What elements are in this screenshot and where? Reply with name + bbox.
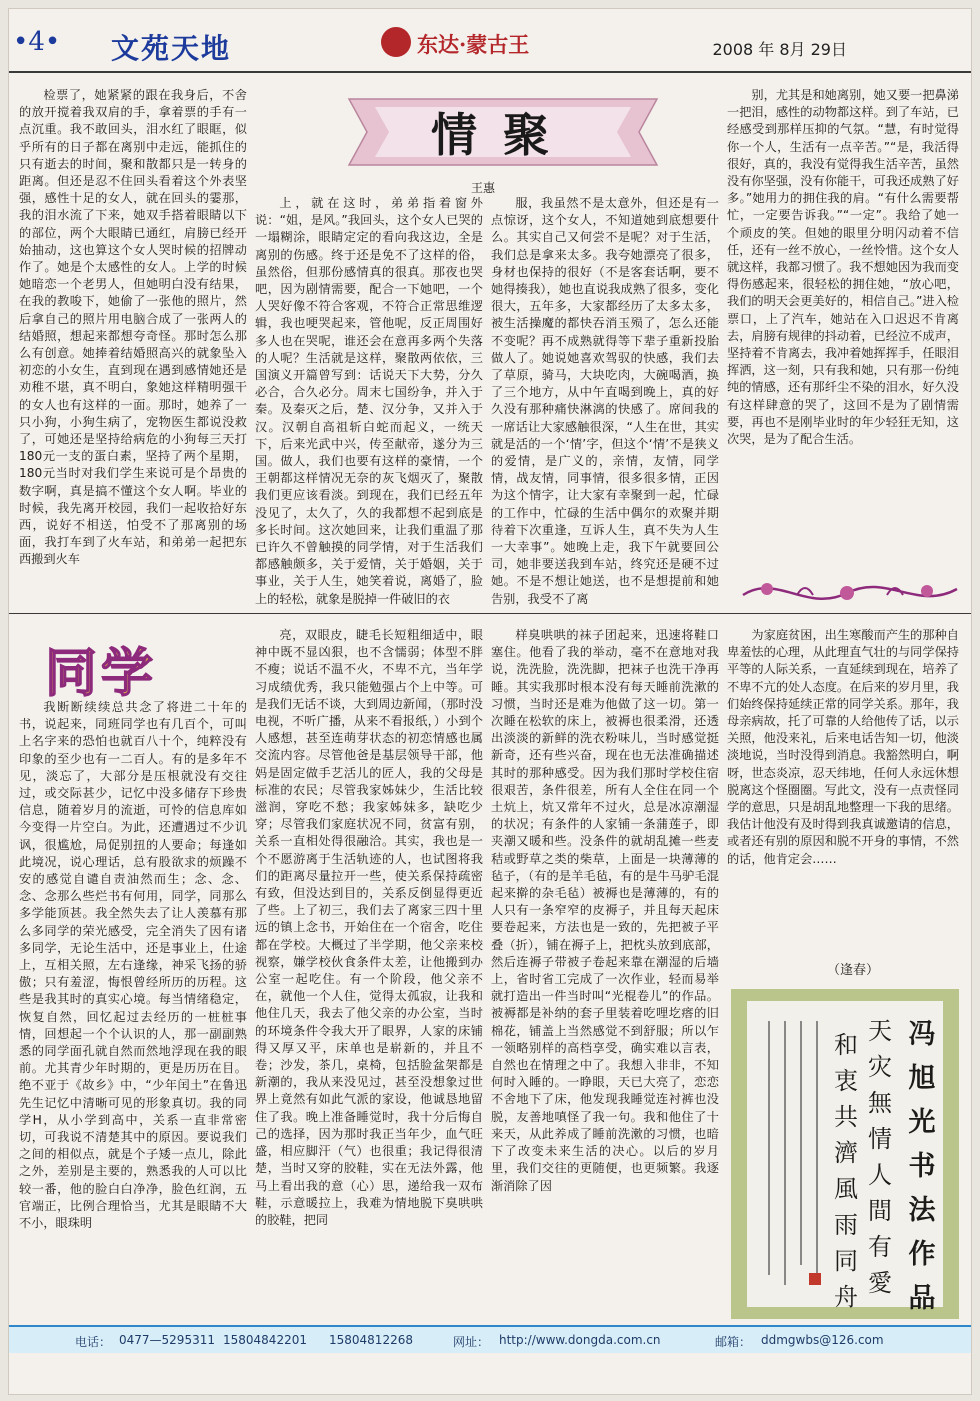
article1-text: 服，我虽然不是太意外，但还是有一点惊讶，这个女人，不知道她到底想要什么。其实自己又何尝不是呢？对于生活，我们总是拿来太多。我夸她漂亮了很多，身材也保持的很好（不是客套话啊，要不她得揍我），她也直说我成熟了很多，变化很大，五年多，大家都经历了太多太多，被生活操魔的都快吞消玉殒了，怎么还能不变呢？再不成熟就得等下辈子重新投胎做人了。她说她喜欢驾驭的快感，我们去了草原，骑马，大块吃肉，大碗喝酒，换了三个地方，从中午直喝到晚上，真的好久没有那种痛快淋漓的快感了。席间我的一席话让大家感触很深，“人生在世，其实就是活的一个‘情’字，但这个‘情’不是狭义的爱情，是广义的，亲情，友情，同学情，战友情，同事情，很多很多情，正因为这个情字，让大家有幸聚到一起，忙碌的工作中，忙碌的生活中偶尔的欢聚并期待着下次重逢，互诉人生，真不失为人生一大幸事”。她晚上走，我下午就要回公司，她非要送我到车站，终究还是硬不过她。不是不想让她送，也不是想提前和她告别，我受不了离 [491,196,719,606]
calligraphy-frame [731,989,959,1319]
article2-text: 样臭哄哄的袜子团起来，迅速将鞋口塞住。他看了我的举动，毫不在意地对我说，洗洗脸，洗洗脚，把袜子也洗干净再睡。其实我那时根本没有每天睡前洗漱的习惯，当时还是难为他做了这一切。第一次睡在松软的床上，被褥也很柔滑，还透出淡淡的新鲜的洗衣粉味儿，当时感觉挺新奇，还有些兴奋，现在也无法准确描述其时的那种感受。因为我们那时学校住宿很艰苦，条件很差，所有人全住在同一个土炕上，炕又常年不过火，总是冰凉潮湿的状况；有条件的人家铺一条蒲莲子，即夹潮又暖和些。没条件的就胡乱摊一些麦秸或野草之类的柴草，上面是一块薄薄的毡子，（有的是羊毛毡，有的是牛马驴毛混起来擀的杂毛毡）被褥也是薄薄的，有的人只有一条窄窄的皮褥子，并且每天起床要卷起来，方法也是一致的，先把被子平叠（折），铺在褥子上，把枕头放到底部，然后连褥子带被子卷起来靠在潮湿的后墙上，省时省工完成了一次作业，轻而易举就打造出一件当时叫“光棍卷儿”的作品。被褥都是补纳的套子里装着吃哩圪瘩的旧棉花，铺盖上当然感觉不到舒服；所以乍一领略别样的高档享受，确实难以言表，自然也在情理之中了。我想入非非，不知何时入睡的。一睁眼，天已大亮了，恋恋不舍地下了床，他发现我睡觉连衬裤也没脱，友善地嗔怪了我一句。我和他住了十来天，从此养成了睡前洗漱的习惯，也暗下了改变未来生活的决心。以后的岁月里，我们交往的更随便，也更频繁。我逐渐消除了因 [491,628,719,1193]
article1-column-2 [255,195,483,607]
footer-phone-label: 电话： [75,1335,112,1349]
calligraphy-inscription-graphic [757,1015,827,1295]
newspaper-logo [381,23,551,59]
article1-column-1 [19,87,247,607]
article1-text: 检票了，她紧紧的跟在我身后，不舍的放开搅着我双肩的手，拿着票的手有一点沉重。我不敢回头，泪水红了眼眶，似乎所有的日子都在离别中走远，能抓住的只有逝去的时间，聚和散都只是一转身的距离。但还是忍不住回头看着这个外表坚强，感性十足的女人，就在回头的霎那，我的泪水流了下来，她双手搭着眼睛以下的部位，两个大眼睛已通红，肩膀已经开始抽动，这也算这个女人哭时候的招牌动作了。她是个太感性的女人。上学的时候她暗恋一个老男人，但她明白没有结果，在我的教唆下，她偷了一张他的照片，然后拿自己的照片用电脑合成了一张两人的结婚照，想起来都想夸奇怪。那时怎么那么有创意。她捧着结婚照高兴的就象坠入初恋的小女生，直到现在遇到感情她还是劝稚不堪，真不明白，象她这样精明强干的女人也有这样的一面。那时，她养了一只小狗，小狗生病了，宠物医生都说没救了，可她还是坚持给病危的小狗每三天打180元一支的蛋白素，坚持了两个星期，180元当时对我们学生来说可是个昂贵的数字啊，真是搞不懂这个女人啊。毕业的时候，我先离开校园，我们一起收拾好东西，说好不相送，怕受不了那离别的场面，我打车到了火车站，和弟弟一起把东西搬到火车 [19,88,247,567]
article2-column-2 [255,627,483,1307]
masthead [9,23,971,65]
article1-title-banner [339,93,667,171]
footer-phone-3: 15804812268 [329,1333,413,1347]
article1-text: 别，尤其是和她离别，她又要一把鼻涕一把泪，感性的动物都这样。到了车站，已经感受到那样压抑的气氛。“慧，有时觉得你一个人，生活有一点辛苦。”“是，我活得很好，真的，我没有觉得我生活辛苦，虽然没有你坚强，没有你能干，可我还成熟了好多。”她用力的拥住我的肩。“有什么需要帮忙，一定要告诉我。”“一定”。我给了她一个顽皮的笑。但她的眼里分明闪动着不信任，还有一丝不放心，一丝怜惜。这个女人就这样，我都习惯了。我不想她因为我而变得伤感起来，很轻松的拥住她，“放心吧，我们的明天会更美好的，相信自己。”进入检票口，上了汽车，她站在入口迟迟不肯离去，肩膀有规律的抖动着，已经泣不成声，坚持着不肯离去，我冲着她挥挥手，任眼泪挥洒，这一刻，只有我和她，只有那一份纯纯的情感，还有那纤尘不染的泪水，好久没有这样肆意的哭了，这回不是为了剧情需要，再也不是刚毕业时的年少轻狂无知，这次哭，是为了配合生活。 [727,88,959,447]
article1-text: 上，就在这时，弟弟指着窗外说：“姐，是风。”我回头，这个女人已哭的一塌糊涂，眼睛定定的看向我这边，全是离别的伤感。终于还是免不了这样的俗，虽然俗，但那份感情真的很真。那夜也哭吧，因为剧情需要，配合一下她吧，一个人哭好像不符合客观，不符合正常思维逻辑，我也哽哭起来，管他呢，反正周围好多人也在哭呢，谁还会在意再多两个失落的人呢？生活就是这样，聚散两依依，三国演义开篇曾写到：话说天下大势，分久必合，合久必分。周末七国纷争，并入于秦。及秦灭之后，楚、汉分争，又并入于汉。汉朝自高祖斩白蛇而起义，一统天下，后来光武中兴，传至献帝，遂分为三国。做人，我们也要有这样的豪情，一个王朝都这样情况无奈的灰飞烟灭了，聚散我们更应该看淡。到现在，我们已经五年没见了，太久了，久的我都想不起到底是多长时间。这次她回来，让我们重温了那已许久不曾触摸的同学情，对于生活我们都感触颇多，关于爱情，关于婚姻，关于事业，关于人生，她笑着说，离婚了，脸上的轻松，就象是脱掉一件破旧的衣 [255,196,483,606]
page-number: •4• [13,27,61,57]
article2-column-3 [491,627,719,1307]
header-rule [9,71,971,73]
article2-text: 亮，双眼皮，睫毛长短粗细适中，眼神中既不显凶狠，也不含懦弱；体型不胖不瘦；说话不温不火，不卑不亢，当年学习成绩优秀，我只能勉强占个上中等。可是我们无话不谈，大到周边新闻，（那时没电视，不听广播，从来不看报纸，）小到个人感想，甚至连萌芽状态的初恋情感也属交流内容。尽管他爸是基层领导干部，他妈是固定做手艺活儿的匠人，我的父母是标准的农民；尽管我家姊妹少，生活比较滋润，穿吃不愁；我家姊妹多，缺吃少穿；尽管我们家庭状况不同，贫富有别，关系一直相处得很融洽。其实，我也是一个不愿游离于生活轨迹的人，也试图将我们的距离尽量拉开一些，使关系保持疏密有致，但没达到目的，关系反倒显得更近了些。上了初三，我们去了离家三四十里远的镇上念书，开始住在一个宿舍，吃住都在学校。大概过了半学期，他父亲来校视察，嫌学校伙食条件太差，让他搬到办公室一起吃住。有一个阶段，他父亲不在，就他一个人住，觉得太孤寂，让我和他住几天，我去了他父亲的办公室，当时的环境条件令我大开了眼界，人家的床铺得又厚又平，床单也是崭新的，并且不卷；沙发，茶几，桌椅，包括脸盆架都是新潮的，我从来没见过，甚至没想象过世界上竟然有如此气派的家设，他诚恳地留住了我。晚上准备睡觉时，我十分后悔自己的选择，因为那时我正当年少，血气旺盛，相应脚汗（气）也很重；我记得很清楚，当时又穿的胶鞋，实在无法外露，他马上看出我的意（心）思，递给我一双布鞋，示意暖拉上，我难为情地脱下臭哄哄的胶鞋，把同 [255,628,483,1227]
footer-phone-1: 0477—5295311 [119,1333,215,1347]
article2-column-1 [19,699,247,1307]
calligraphy-artwork [747,1001,943,1314]
footer-website-label: 网址： [453,1335,490,1349]
issue-date: 2008 年 8月 29日 [712,40,847,59]
article2-text: 我断断续续总共念了将进二十年的书，说起来，同班同学也有几百个，可叫上名字来的恐怕也就百八十个，纯粹没有印象的至少也有一二百人。有的是多年不见，淡忘了，大部分是压根就没有交往过，或交际甚少，记忆中没多储存下珍贵信息，随着岁月的流逝，可怜的信息库如今变得一片空白。为此，还遭遇过不少讥讽，很尴尬，局促别扭的人要命；每逢如此境况，说心理话，总有股欲求的烦躁不安的感觉自谴自责油然而生；念、念、念、念那么些烂书有何用，同学，同那么多学能顶甚。我全然失去了让人羡慕有那么多同学的荣光感受，完全消失了因有诸多同学，无论生活中，还是事业上，仕途上，互相关照，左右逢缘，神采飞扬的骄傲；只有羞涩，悔恨曾经所历的历程。这些是我其时的真实心境。每当情绪稳定，恢复自然，回忆起过去经历的一桩桩事情，回想起一个个认识的人，那一副副熟悉的同学面孔就自然而然地浮现在我的眼前。尤其青少年时期的，更是历历在目。绝不亚于《故乡》中，“少年闰土”在鲁迅先生记忆中清晰可见的形象真切。我的同学H，从小学到高中，关系一直非常密切，可我说不清楚其中的原因。要说我们之间的相似点，就是个子矮一点儿，除此之外，差别是主要的，熟悉我的人可以比较一番，他的脸白白净净，脸色红润，五官端正，比例合理恰当，尤其是眼睛不大不小，眼珠明 [19,700,247,1231]
section-divider [9,613,971,614]
logo-text: 东达·蒙古王 [417,32,530,57]
article2-title: 同学 [45,643,158,704]
vine-ornament-icon [737,565,963,617]
footer-bar [9,1325,971,1353]
newspaper-page [8,8,972,1395]
calligraphy-title: 冯旭光书法作品 [908,1019,936,1314]
article2-column-4 [727,627,959,947]
calligraphy-poem-line-1: 天灾無情人間有愛 [868,1017,892,1297]
article1-author: 王惠 [471,181,496,195]
logo-emblem-icon [381,27,411,57]
footer-website[interactable]: http://www.dongda.com.cn [499,1333,661,1347]
article1-column-3 [491,195,719,607]
article2-signature: （逢春） [827,963,880,978]
section-title: 文苑天地 [111,32,232,65]
footer-phone-2: 15804842201 [223,1333,307,1347]
article1-column-4 [727,87,959,557]
article1-title: 情聚 [431,108,575,162]
footer-email[interactable]: ddmgwbs@126.com [761,1333,884,1347]
footer-email-label: 邮箱： [715,1335,752,1349]
article2-text: 为家庭贫困，出生寒酸而产生的那种自卑羞怯的心理，从此理直气壮的与同学保持平等的人际关系，一直延续到现在，培养了不卑不亢的处人态度。在后来的岁月里，我们始终保持延续正常的同学关系。那年，我母亲病故，托了可靠的人给他传了话，以示关照，他没来礼，后来电话告知一切，他淡淡地说，当时没得到消息。我豁然明白，啊呀，世态炎凉，忍天纬地，任何人永远休想脱离这个怪圈圈。写此文，没有一点责怪同学的意思，只是胡乱地整理一下我的思绪。我估计他没有及时得到我真诚邀请的信息，或者还有别的原因和脱不开身的事情，不然的话，他肯定会…… [727,628,959,866]
calligraphy-poem-line-2: 和衷共濟風雨同舟 [834,1031,858,1311]
